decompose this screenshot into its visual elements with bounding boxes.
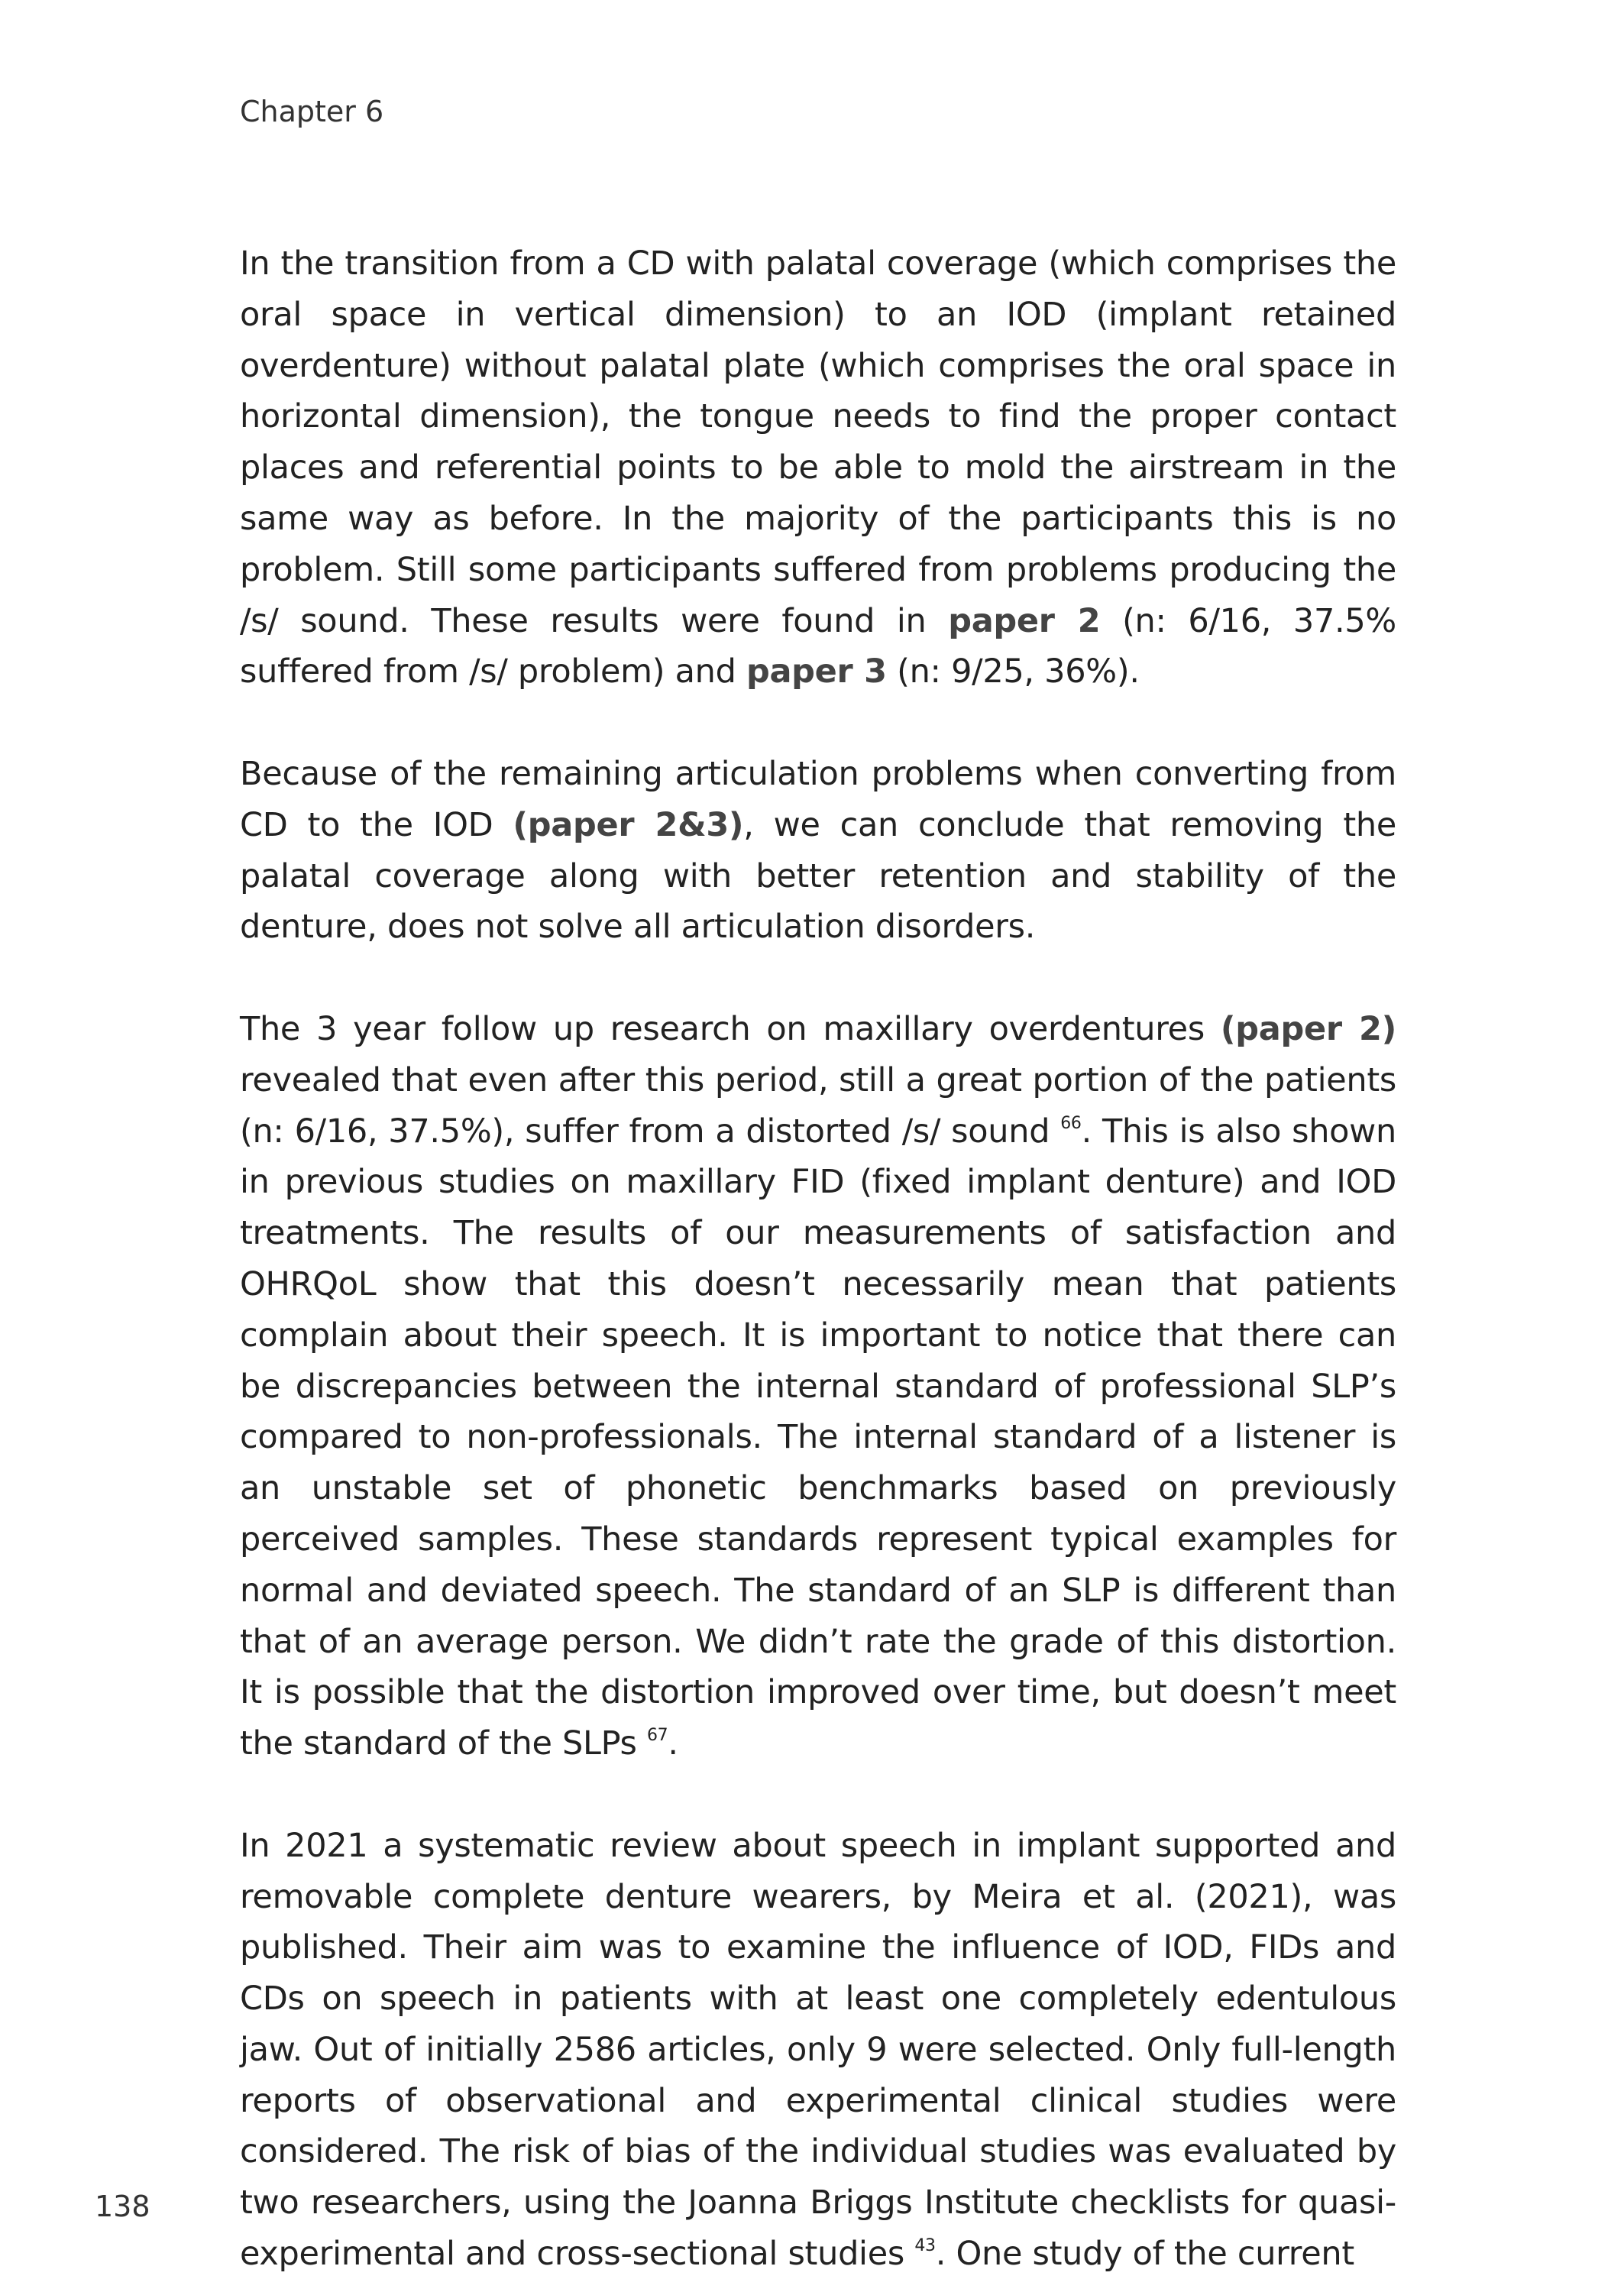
paragraph-text: Because of the remaining articulation problems when converting from CD to the IOD xyxy=(240,754,1396,844)
paragraph-text: , we can conclude that removing the palatal coverage along with better retention and stability of the denture, does not solve all articulation disorders. xyxy=(240,805,1397,947)
paragraph-text: revealed that even after this period, still a great portion of the patients (n: 6/16, 37.5%), suffer from a distorted /s/ sound xyxy=(240,1060,1396,1151)
paragraph-2 xyxy=(240,749,1396,953)
running-head: Chapter 6 xyxy=(240,95,384,128)
paragraph-1 xyxy=(240,238,1396,698)
paper-reference: paper 2 xyxy=(948,601,1101,640)
paragraph-3 xyxy=(240,1004,1396,1769)
citation-superscript: 66 xyxy=(1060,1113,1082,1133)
paper-reference: (paper 2&3) xyxy=(513,805,744,844)
paper-reference: paper 3 xyxy=(746,652,887,691)
paper-reference: (paper 2) xyxy=(1220,1009,1396,1048)
paragraph-text: (n: 9/25, 36%). xyxy=(886,652,1140,691)
paragraph-text: The 3 year follow up research on maxillary overdentures xyxy=(240,1009,1221,1048)
paragraph-text: . One study of the current xyxy=(935,2235,1354,2274)
citation-superscript: 43 xyxy=(914,2236,936,2256)
paragraph-text: . This is also shown in previous studies on maxillary FID (fixed implant denture) and IOD treatments. The results of our measurements of satisfaction and OHRQoL show that this doesn’t necessarily mean that patients complain about their speech. It is important to notice that there can be discrepancies between the internal standard of professional SLP’s compared to non-professionals. The internal standard of a listener is an unstable set of phonetic benchmarks based on previously perceived samples. These standards represent typical examples for normal and deviated speech. The standard of an SLP is different than that of an average person. We didn’t rate the grade of this distortion. It is possible that the distortion improved over time, but doesn’t meet the standard of the SLPs xyxy=(240,1112,1396,1763)
paragraph-text: In the transition from a CD with palatal coverage (which comprises the oral space in vertical dimension) to an IOD (implant retained overdenture) without palatal plate (which comprises the oral space in horizontal dimension), the tongue needs to find the proper contact places and referential points to be able to mold the airstream in the same way as before. In the majority of the participants this is no problem. Still some participants suffered from problems producing the /s/ sound. These results were found in xyxy=(240,244,1396,640)
paragraph-text: (n: 6/16, 37.5% suffered from /s/ problem) and xyxy=(240,601,1396,691)
paragraph-text: In 2021 a systematic review about speech in implant supported and removable complete denture wearers, by Meira et al. (2021), was published. Their aim was to examine the influence of IOD, FIDs and CDs on speech in patients with at least one completely edentulous jaw. Out of initially 2586 articles, only 9 were selected. Only full-length reports of observational and experimental clinical studies were considered. The risk of bias of the individual studies was evaluated by two researchers, using the Joanna Briggs Institute checklists for quasi-experimental and cross-sectional studies xyxy=(240,1826,1396,2274)
paragraph-text: . xyxy=(668,1724,678,1763)
citation-superscript: 67 xyxy=(646,1726,668,1746)
body-text xyxy=(240,238,1396,2280)
page-number: 138 xyxy=(95,2190,150,2223)
paragraph-4 xyxy=(240,1821,1396,2280)
